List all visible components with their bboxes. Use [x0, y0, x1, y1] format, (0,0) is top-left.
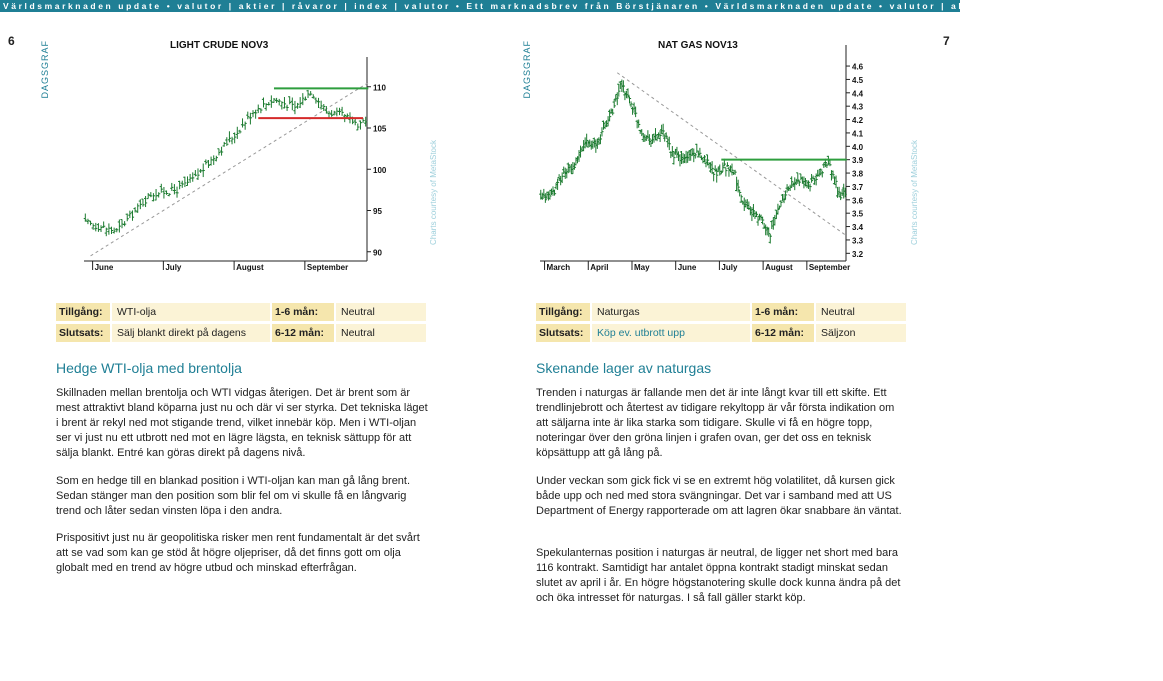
- chart-title: NAT GAS NOV13: [658, 40, 738, 51]
- long-term-value: Säljzon: [816, 324, 906, 342]
- info-row-conclusion: [536, 324, 906, 342]
- info-row-asset: [56, 303, 426, 321]
- x-tick-label: September: [306, 263, 349, 272]
- paragraph-right-3: Spekulanternas position i naturgas är neutral, de ligger net short med bara 116 kontrakt. Samtidigt har antalet öppna kontrakt stadigt minskat sedan slutet av april i år. En högre högstanotering skulle dock kunna ändra på det och öka intresset för naturgas. I så fall gäller starkt köp.: [536, 547, 901, 604]
- info-row-asset: [536, 303, 906, 321]
- y-tick-label: 3.2: [852, 249, 864, 259]
- asset-value: WTI-olja: [112, 303, 270, 321]
- y-tick-label: 4.2: [852, 116, 864, 126]
- crude-oil-chart: [62, 30, 427, 280]
- y-tick-label: 4.4: [852, 89, 864, 99]
- article-heading-left: Hedge WTI-olja med brentolja: [56, 360, 242, 376]
- asset-value: Naturgas: [592, 303, 750, 321]
- conclusion-label: Slutsats:: [56, 324, 110, 342]
- y-tick-label: 3.8: [852, 169, 864, 179]
- y-tick-label: 4.5: [852, 75, 864, 85]
- x-tick-label: March: [546, 263, 571, 272]
- y-tick-label: 3.3: [852, 236, 864, 246]
- info-table-right: [536, 303, 906, 345]
- info-table-left: [56, 303, 426, 345]
- page-number-right: 7: [943, 34, 950, 48]
- y-tick-label: 3.4: [852, 223, 864, 233]
- x-tick-label: May: [633, 263, 650, 272]
- short-term-value: Neutral: [816, 303, 906, 321]
- short-term-label: 1-6 mån:: [752, 303, 814, 321]
- y-tick-label: 4.6: [852, 62, 864, 72]
- paragraph-right-1: Trenden i naturgas är fallande men det är inte långt kvar till ett skifte. Ett trendlinjebrott och återtest av tidigare rekyltopp är vår första indikation om att säljarna inte är lika starka som tidigare. Skulle vi få en högre topp, noteringar över den gröna linjen i grafen ovan, ger det oss en teknisk köpsättupp att gå lång på.: [536, 387, 895, 459]
- chart-credit-right: Charts courtesy of MetaStock: [910, 140, 919, 245]
- trendline: [617, 73, 847, 236]
- y-tick-label: 3.5: [852, 209, 864, 219]
- conclusion-value: Sälj blankt direkt på dagens: [112, 324, 270, 342]
- y-tick-label: 3.7: [852, 182, 864, 192]
- x-tick-label: July: [165, 263, 182, 272]
- x-tick-label: June: [94, 263, 114, 272]
- y-tick-label: 4.1: [852, 129, 864, 139]
- asset-label: Tillgång:: [536, 303, 590, 321]
- info-row-conclusion: [56, 324, 426, 342]
- short-term-value: Neutral: [336, 303, 426, 321]
- x-tick-label: April: [590, 263, 609, 272]
- header-banner: Världsmarknaden update • valutor | aktier | råvaror | index | valutor • Ett marknadsbrev från Börstjänaren • Världsmarknaden update • valutor | aktier | råvaror | index | valutor: [0, 0, 960, 12]
- article-heading-right: Skenande lager av naturgas: [536, 360, 712, 376]
- x-tick-label: August: [765, 263, 793, 272]
- y-tick-label: 105: [373, 124, 387, 134]
- y-tick-label: 4.0: [852, 142, 864, 152]
- conclusion-value: Köp ev. utbrott upp: [592, 324, 750, 342]
- x-tick-label: July: [721, 263, 738, 272]
- y-tick-label: 4.3: [852, 102, 864, 112]
- long-term-label: 6-12 mån:: [272, 324, 334, 342]
- paragraph-right-2: Under veckan som gick fick vi se en extremt hög volatilitet, då kursen gick både upp och ned med stora svängningar. Det var i samband med att US Department of Energy rapporterade om att lagren ökar snabbare än väntat.: [536, 475, 902, 517]
- side-label-left: DAGSGRAF: [40, 40, 50, 99]
- y-tick-label: 95: [373, 207, 382, 216]
- short-term-label: 1-6 mån:: [272, 303, 334, 321]
- conclusion-label: Slutsats:: [536, 324, 590, 342]
- paragraph-left-3: Prispositivt just nu är geopolitiska risker men rent fundamentalt är det svårt att se vad som kan ge stöd åt högre oljepriser, då det finns gott om olja globalt med en trend av högre utbud och minskad efterfrågan.: [56, 532, 420, 574]
- long-term-label: 6-12 mån:: [752, 324, 814, 342]
- y-tick-label: 100: [373, 165, 387, 175]
- x-tick-label: August: [236, 263, 264, 272]
- paragraph-left-2: Som en hedge till en blankad position i WTI-oljan kan man gå lång brent. Sedan stänger man den position som blir fel om vi skulle få en långvarig trend och låter sedan vinsten löpa i den andra.: [56, 475, 411, 517]
- long-term-value: Neutral: [336, 324, 426, 342]
- side-label-right: DAGSGRAF: [522, 40, 532, 99]
- natural-gas-chart: [536, 30, 906, 280]
- paragraph-left-1: Skillnaden mellan brentolja och WTI vidgas återigen. Det är brent som är mest attraktivt bland köparna just nu och där vi ser styrka. Det tekniska läget i brent är rekyl ned mot stigande trend, vilket innebär köp. Men i WTI-oljan ser vi just nu ett utbrott ned mot en lägre lägsta, en teknisk sättupp för att sälja blankt. Entré kan göras direkt på dagens nivå.: [56, 387, 428, 459]
- x-tick-label: June: [677, 263, 697, 272]
- y-tick-label: 3.9: [852, 156, 864, 166]
- y-tick-label: 3.6: [852, 196, 864, 206]
- chart-credit-left: Charts courtesy of MetaStock: [429, 140, 438, 245]
- x-tick-label: September: [808, 263, 851, 272]
- chart-title: LIGHT CRUDE NOV3: [170, 40, 269, 51]
- y-tick-label: 90: [373, 248, 382, 258]
- page-number-left: 6: [8, 34, 15, 48]
- asset-label: Tillgång:: [56, 303, 110, 321]
- y-tick-label: 110: [373, 83, 386, 93]
